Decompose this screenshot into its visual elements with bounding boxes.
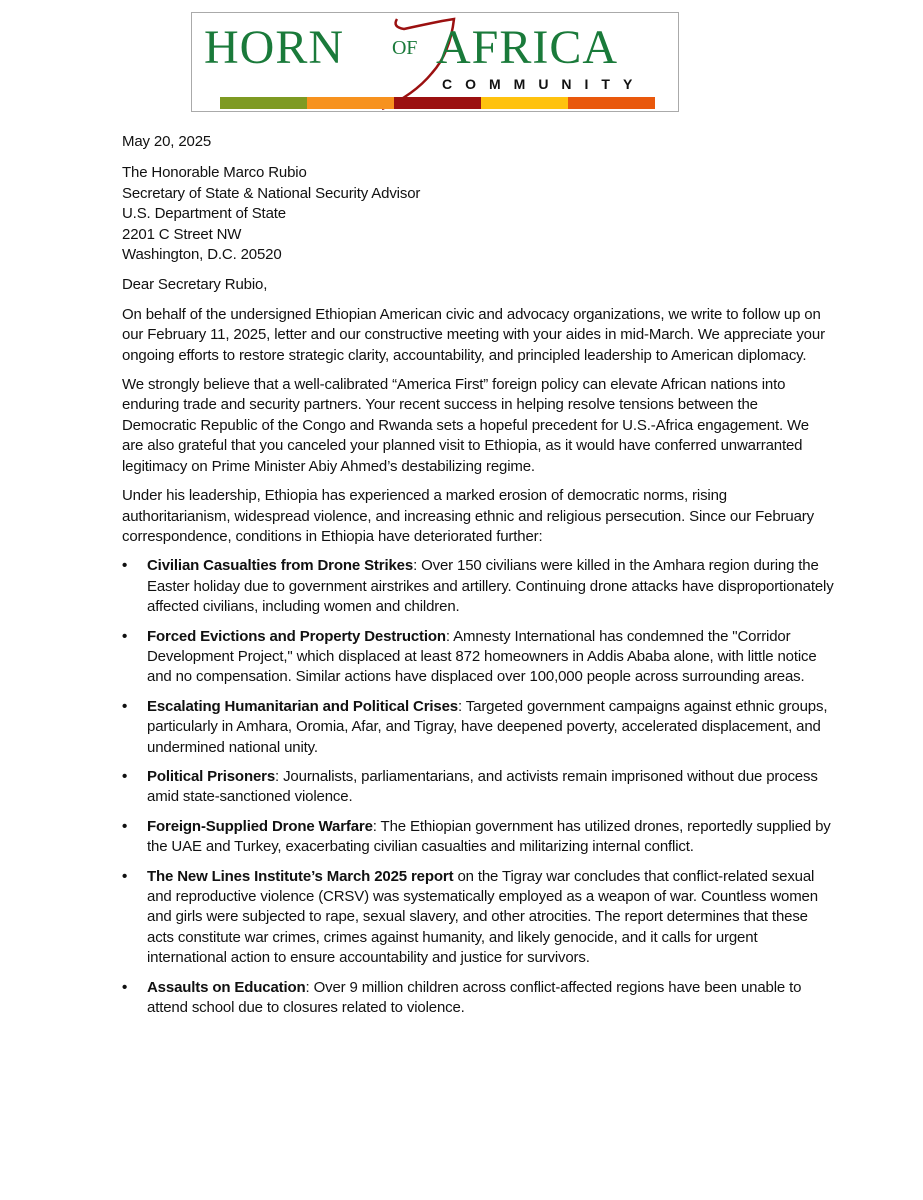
bullet-text: on the Tigray war concludes that conflict-related sexual and reproductive violence (CRSV) was systematically employed as a weapon of war. Countless women and girls were subjected to rape, sexual slavery, and other atrocities. The report determines that these acts constitute war crimes, crimes against humanity, and likely genocide, and it calls for urgent international action to ensure accountability and justice for survivors. (147, 867, 818, 967)
list-item (122, 627, 834, 688)
letter-body (122, 132, 834, 1027)
color-bar (568, 97, 655, 109)
logo-of: OF (392, 37, 418, 59)
bullet-text: : Over 9 million children across conflict-affected regions have been unable to attend school due to closures related to violence. (147, 978, 802, 1017)
list-item (122, 978, 834, 1019)
bullet-text: : Targeted government campaigns against ethnic groups, particularly in Amhara, Oromia, Afar, and Tigray, have deepened poverty, accelerated displacement, and undermined national unity. (147, 697, 828, 756)
address-line: The Honorable Marco Rubio (122, 164, 307, 182)
address-line: U.S. Department of State (122, 205, 286, 223)
salutation: Dear Secretary Rubio, (122, 276, 268, 294)
paragraph: On behalf of the undersigned Ethiopian American civic and advocacy organizations, we write to follow up on our February 11, 2025, letter and our constructive meeting with your aides in mid-March. We appreciate your ongoing efforts to restore strategic clarity, accountability, and principled leadership to American diplomacy. (122, 305, 825, 364)
bullet-title: Assaults on Education (147, 978, 306, 996)
recipient-address (122, 163, 834, 265)
letter-date: May 20, 2025 (122, 133, 212, 150)
bullet-text: : The Ethiopian government has utilized drones, reportedly supplied by the UAE and Turkey, exacerbating civilian casualties and militarizing internal conflict. (147, 817, 831, 856)
logo-community: COMMUNITY (442, 76, 646, 92)
list-item (122, 817, 834, 858)
bullet-text: : Journalists, parliamentarians, and activists remain imprisoned without due process amid state-sanctioned violence. (147, 767, 818, 806)
bullet-title: Civilian Casualties from Drone Strikes (147, 557, 414, 575)
logo-africa: AFRICA (436, 21, 619, 74)
color-bar (481, 97, 568, 109)
color-bar (220, 97, 307, 109)
logo-color-bars (220, 97, 655, 109)
bullet-title: Forced Evictions and Property Destruction (147, 627, 446, 645)
conditions-list (122, 556, 834, 1018)
list-item (122, 767, 834, 808)
list-item (122, 697, 834, 758)
bullet-icon: • (122, 557, 128, 575)
bullet-text: : Over 150 civilians were killed in the Amhara region during the Easter holiday due to government airstrikes and artillery. Continuing drone attacks have disproportionately affected civilians, including women and children. (147, 557, 834, 616)
bullet-title: Foreign-Supplied Drone Warfare (147, 817, 373, 835)
address-line: Washington, D.C. 20520 (122, 246, 282, 264)
bullet-icon: • (122, 697, 128, 715)
horn-of-africa-logo (191, 12, 679, 112)
list-item (122, 556, 834, 617)
list-item (122, 867, 834, 969)
bullet-icon: • (122, 767, 128, 785)
address-line: Secretary of State & National Security Advisor (122, 184, 421, 202)
bullet-title: Escalating Humanitarian and Political Crises (147, 697, 459, 715)
bullet-icon: • (122, 627, 128, 645)
bullet-icon: • (122, 978, 128, 996)
bullet-icon: • (122, 867, 128, 885)
bullet-title: Political Prisoners (147, 767, 276, 785)
color-bar (307, 97, 394, 109)
logo-horn: HORN (204, 21, 345, 74)
paragraph: We strongly believe that a well-calibrated “America First” foreign policy can elevate African nations into enduring trade and security partners. Your recent success in helping resolve tensions between the Democratic Republic of the Congo and Rwanda sets a hopeful precedent for U.S.-Africa engagement. We are also grateful that you canceled your planned visit to Ethiopia, as it would have conferred unwarranted legitimacy on Prime Minister Abiy Ahmed’s destabilizing regime. (122, 376, 809, 475)
address-line: 2201 C Street NW (122, 225, 242, 243)
bullet-icon: • (122, 817, 128, 835)
color-bar (394, 97, 481, 109)
bullet-title: The New Lines Institute’s March 2025 report (147, 867, 454, 885)
bullet-text: : Amnesty International has condemned the "Corridor Development Project," which displaced at least 872 homeowners in Addis Ababa alone, with little notice and no compensation. Similar actions have displaced over 100,000 people across surrounding areas. (147, 627, 817, 686)
paragraph: Under his leadership, Ethiopia has experienced a marked erosion of democratic norms, rising authoritarianism, widespread violence, and increasing ethnic and religious persecution. Since our February correspondence, conditions in Ethiopia have deteriorated further: (122, 487, 814, 545)
